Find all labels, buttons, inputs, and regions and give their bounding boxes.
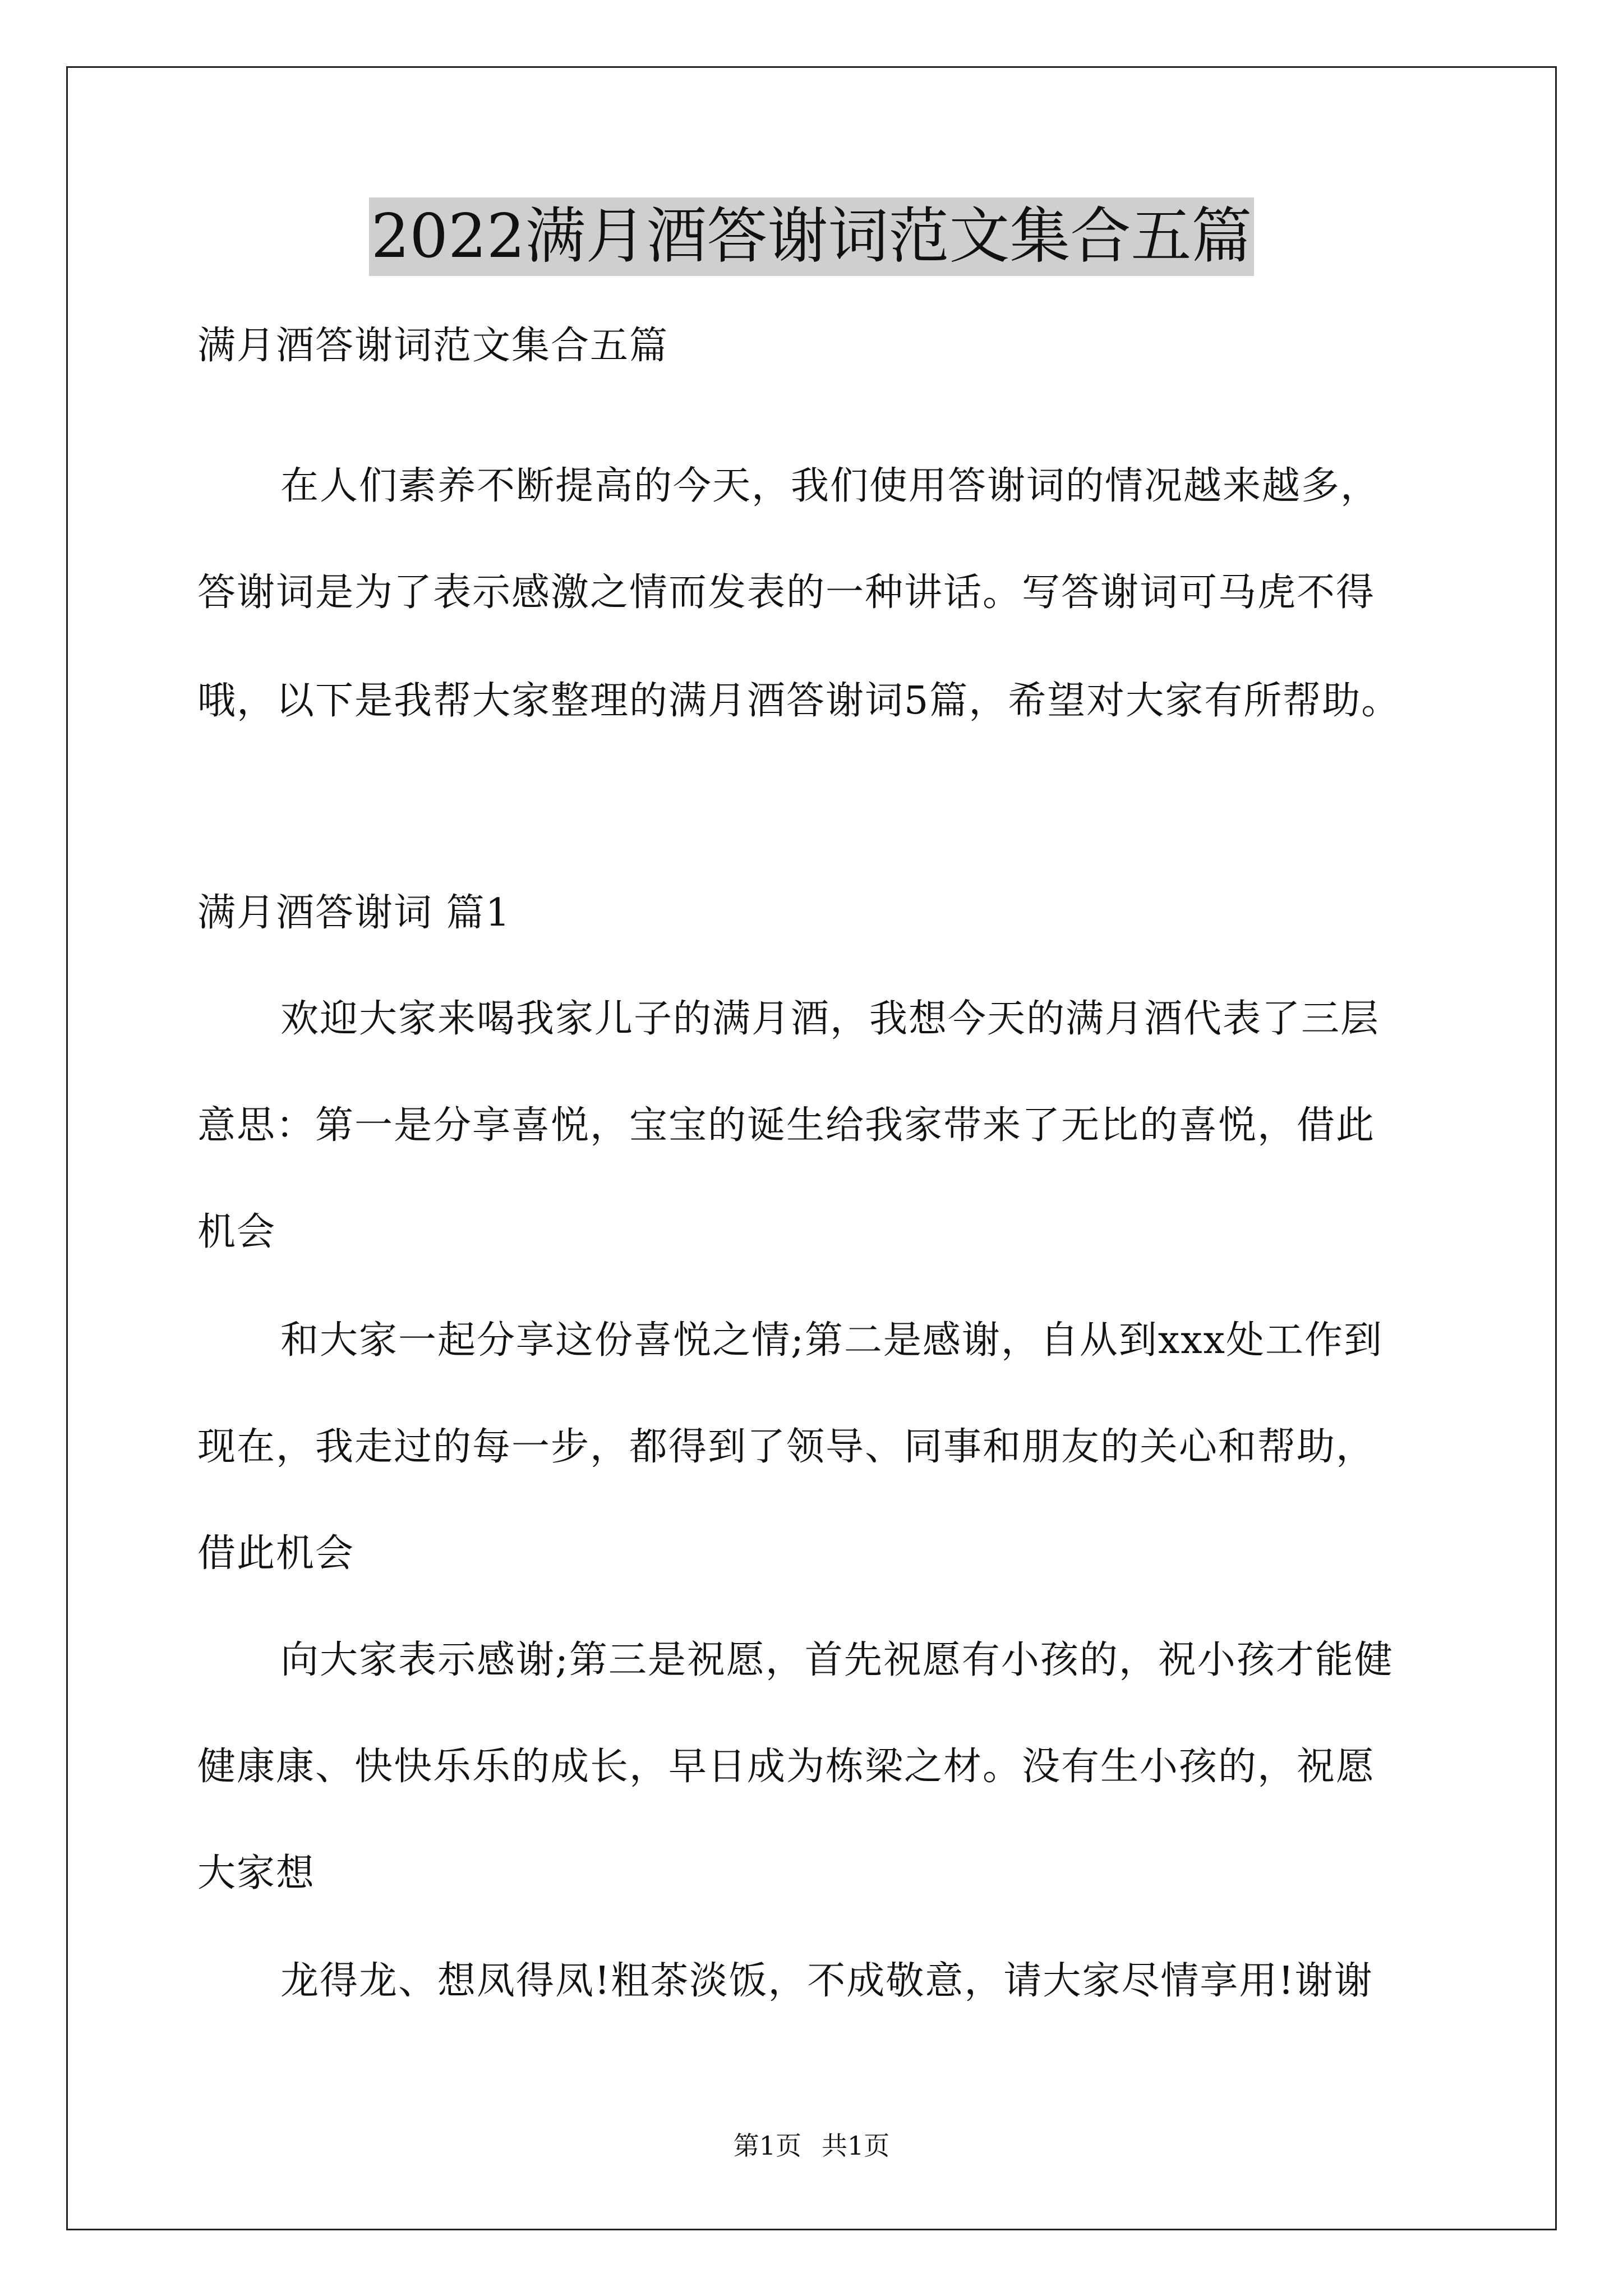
paragraph-line: 健康康、快快乐乐的成长，早日成为栋梁之材。没有生小孩的，祝愿	[197, 1745, 1376, 1789]
document-title: 2022满月酒答谢词范文集合五篇	[369, 197, 1255, 276]
title-container	[0, 197, 1623, 276]
page-footer	[0, 2129, 1623, 2162]
paragraph-line: 在人们素养不断提高的今天，我们使用答谢词的情况越来越多，	[280, 464, 1380, 508]
paragraph-line: 机会	[197, 1210, 276, 1254]
subtitle-line: 满月酒答谢词范文集合五篇	[197, 324, 669, 368]
paragraph-line: 借此机会	[197, 1531, 355, 1576]
section-heading: 满月酒答谢词 篇1	[197, 891, 511, 935]
paragraph-line: 欢迎大家来喝我家儿子的满月酒，我想今天的满月酒代表了三层	[280, 997, 1380, 1041]
paragraph-line: 和大家一起分享这份喜悦之情;第二是感谢，自从到xxx处工作到	[280, 1318, 1383, 1363]
paragraph-line: 大家想	[197, 1851, 316, 1895]
paragraph-line: 哦，以下是我帮大家整理的满月酒答谢词5篇，希望对大家有所帮助。	[197, 679, 1401, 723]
paragraph-line: 龙得龙、想凤得凤!粗茶淡饭，不成敬意，请大家尽情享用!谢谢	[280, 1959, 1373, 2003]
paragraph-line: 现在，我走过的每一步，都得到了领导、同事和朋友的关心和帮助，	[197, 1425, 1376, 1469]
page-total: 共1页	[822, 2131, 890, 2161]
page-number: 第1页	[733, 2131, 801, 2161]
paragraph-line: 意思：第一是分享喜悦，宝宝的诞生给我家带来了无比的喜悦，借此	[197, 1103, 1376, 1148]
paragraph-line: 答谢词是为了表示感激之情而发表的一种讲话。写答谢词可马虎不得	[197, 570, 1376, 615]
paragraph-line: 向大家表示感谢;第三是祝愿，首先祝愿有小孩的，祝小孩才能健	[280, 1638, 1394, 1682]
